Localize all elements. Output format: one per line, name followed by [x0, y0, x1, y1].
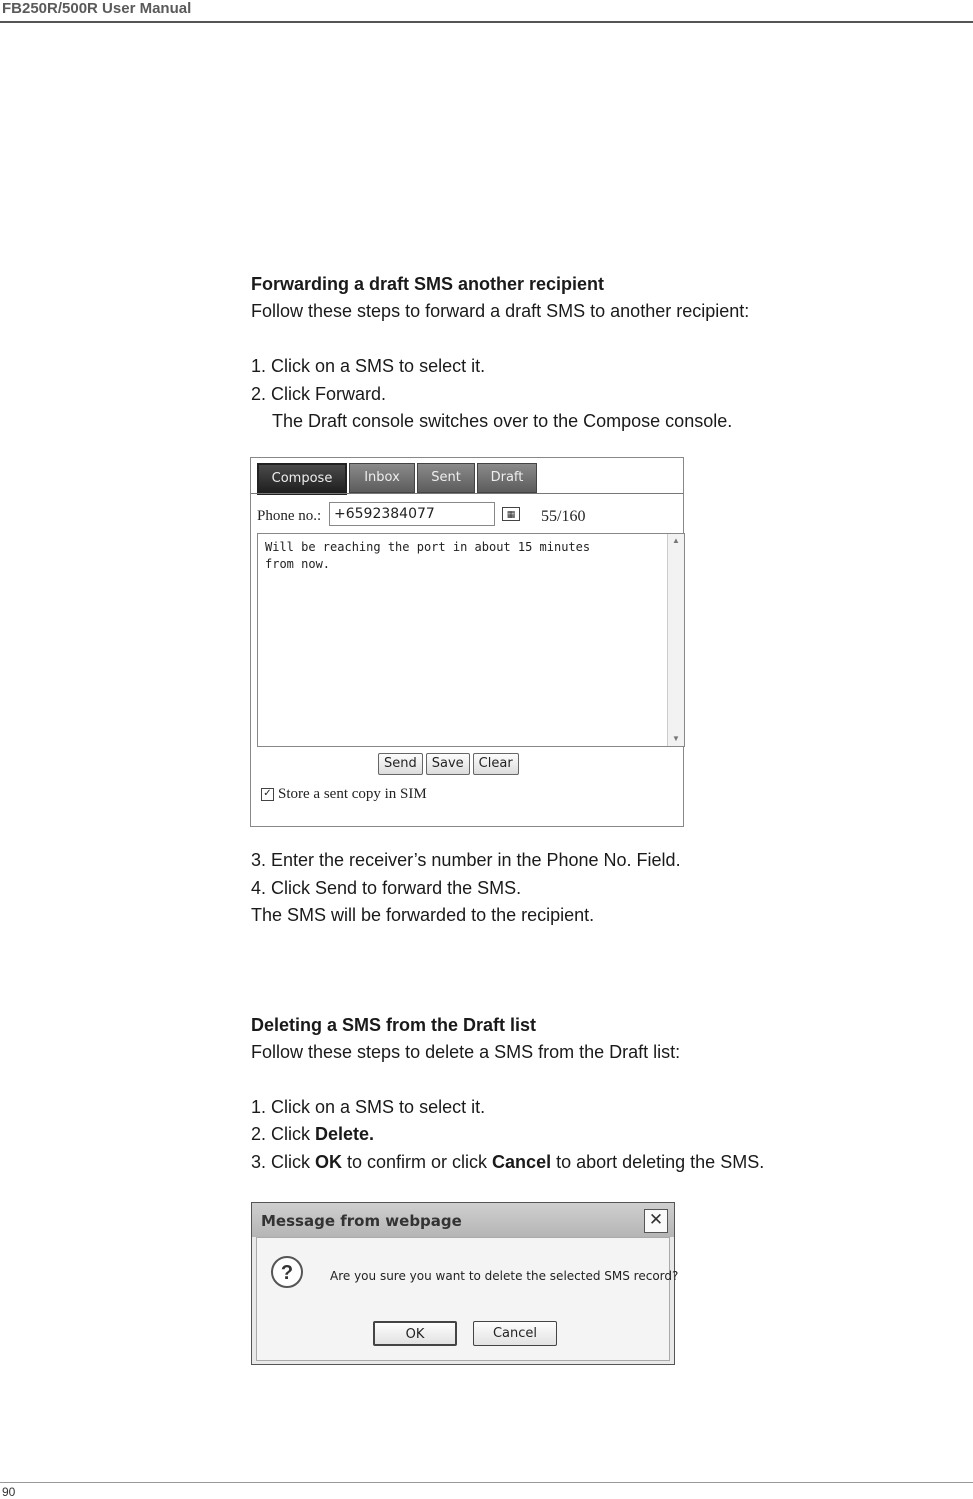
delete-step-2-action: Delete.	[315, 1124, 375, 1144]
forward-result: The SMS will be forwarded to the recipient.	[251, 905, 595, 925]
confirm-dialog-screenshot	[251, 1202, 679, 1365]
dialog-titlebar	[252, 1203, 674, 1237]
clear-button[interactable]: Clear	[473, 753, 519, 775]
scroll-down-icon[interactable]: ▼	[672, 734, 680, 743]
delete-step-3-prefix: 3. Click	[251, 1152, 316, 1172]
cancel-button[interactable]: Cancel	[473, 1321, 557, 1346]
delete-step-3-cancel: Cancel	[492, 1152, 552, 1172]
header-divider	[0, 21, 973, 23]
store-copy-checkbox[interactable]: ✓	[261, 788, 274, 801]
dialog-body	[256, 1237, 679, 1361]
save-button[interactable]: Save	[426, 753, 470, 775]
question-icon: ?	[271, 1256, 303, 1288]
forward-step-4: 4. Click Send to forward the SMS.	[251, 878, 522, 898]
phone-label: Phone no.:	[257, 508, 322, 524]
sms-tab-bar	[257, 463, 537, 493]
footer-divider	[0, 1482, 973, 1483]
tab-inbox[interactable]: Inbox	[349, 463, 415, 493]
address-book-icon[interactable]: ▦	[502, 507, 520, 521]
forward-step-2-note: The Draft console switches over to the Compose console.	[272, 411, 733, 431]
character-counter: 55/160	[541, 508, 586, 525]
dialog-message: Are you sure you want to delete the selected SMS record?	[330, 1269, 679, 1283]
scroll-up-icon[interactable]: ▲	[672, 536, 680, 545]
message-scrollbar[interactable]	[667, 534, 684, 746]
tab-sent[interactable]: Sent	[417, 463, 475, 493]
forward-step-3: 3. Enter the receiver’s number in the Phone No. Field.	[251, 850, 681, 870]
delete-step-3-ok: OK	[315, 1152, 343, 1172]
store-copy-option	[261, 786, 427, 803]
delete-step-3-mid: to confirm or click	[342, 1152, 493, 1172]
delete-step-3	[251, 1151, 764, 1173]
compose-console-screenshot	[250, 457, 684, 827]
delete-step-2-prefix: 2. Click	[251, 1124, 316, 1144]
section-heading-forward: Forwarding a draft SMS another recipient	[251, 274, 605, 294]
phone-number-input[interactable]: +6592384077	[329, 502, 495, 526]
ok-button[interactable]: OK	[373, 1321, 457, 1346]
tab-compose[interactable]: Compose	[257, 463, 347, 495]
delete-intro: Follow these steps to delete a SMS from the Draft list:	[251, 1042, 681, 1062]
message-text: Will be reaching the port in about 15 minutes from now.	[265, 540, 591, 571]
delete-step-2	[251, 1123, 374, 1145]
page-number: 90	[2, 1485, 16, 1499]
forward-step-1: 1. Click on a SMS to select it.	[251, 356, 486, 376]
message-textarea[interactable]	[257, 533, 685, 747]
section-heading-delete: Deleting a SMS from the Draft list	[251, 1015, 537, 1035]
store-copy-label: Store a sent copy in SIM	[278, 786, 427, 802]
send-button[interactable]: Send	[378, 753, 423, 775]
forward-intro: Follow these steps to forward a draft SMS to another recipient:	[251, 301, 750, 321]
delete-step-3-suffix: to abort deleting the SMS.	[551, 1152, 765, 1172]
manual-title: FB250R/500R User Manual	[2, 0, 192, 17]
tab-draft[interactable]: Draft	[477, 463, 537, 493]
compose-button-row	[378, 753, 519, 775]
close-icon[interactable]: ✕	[644, 1209, 668, 1233]
forward-step-2: 2. Click Forward.	[251, 384, 387, 404]
dialog-title: Message from webpage	[261, 1212, 462, 1230]
tab-divider	[251, 493, 683, 494]
delete-step-1: 1. Click on a SMS to select it.	[251, 1097, 486, 1117]
